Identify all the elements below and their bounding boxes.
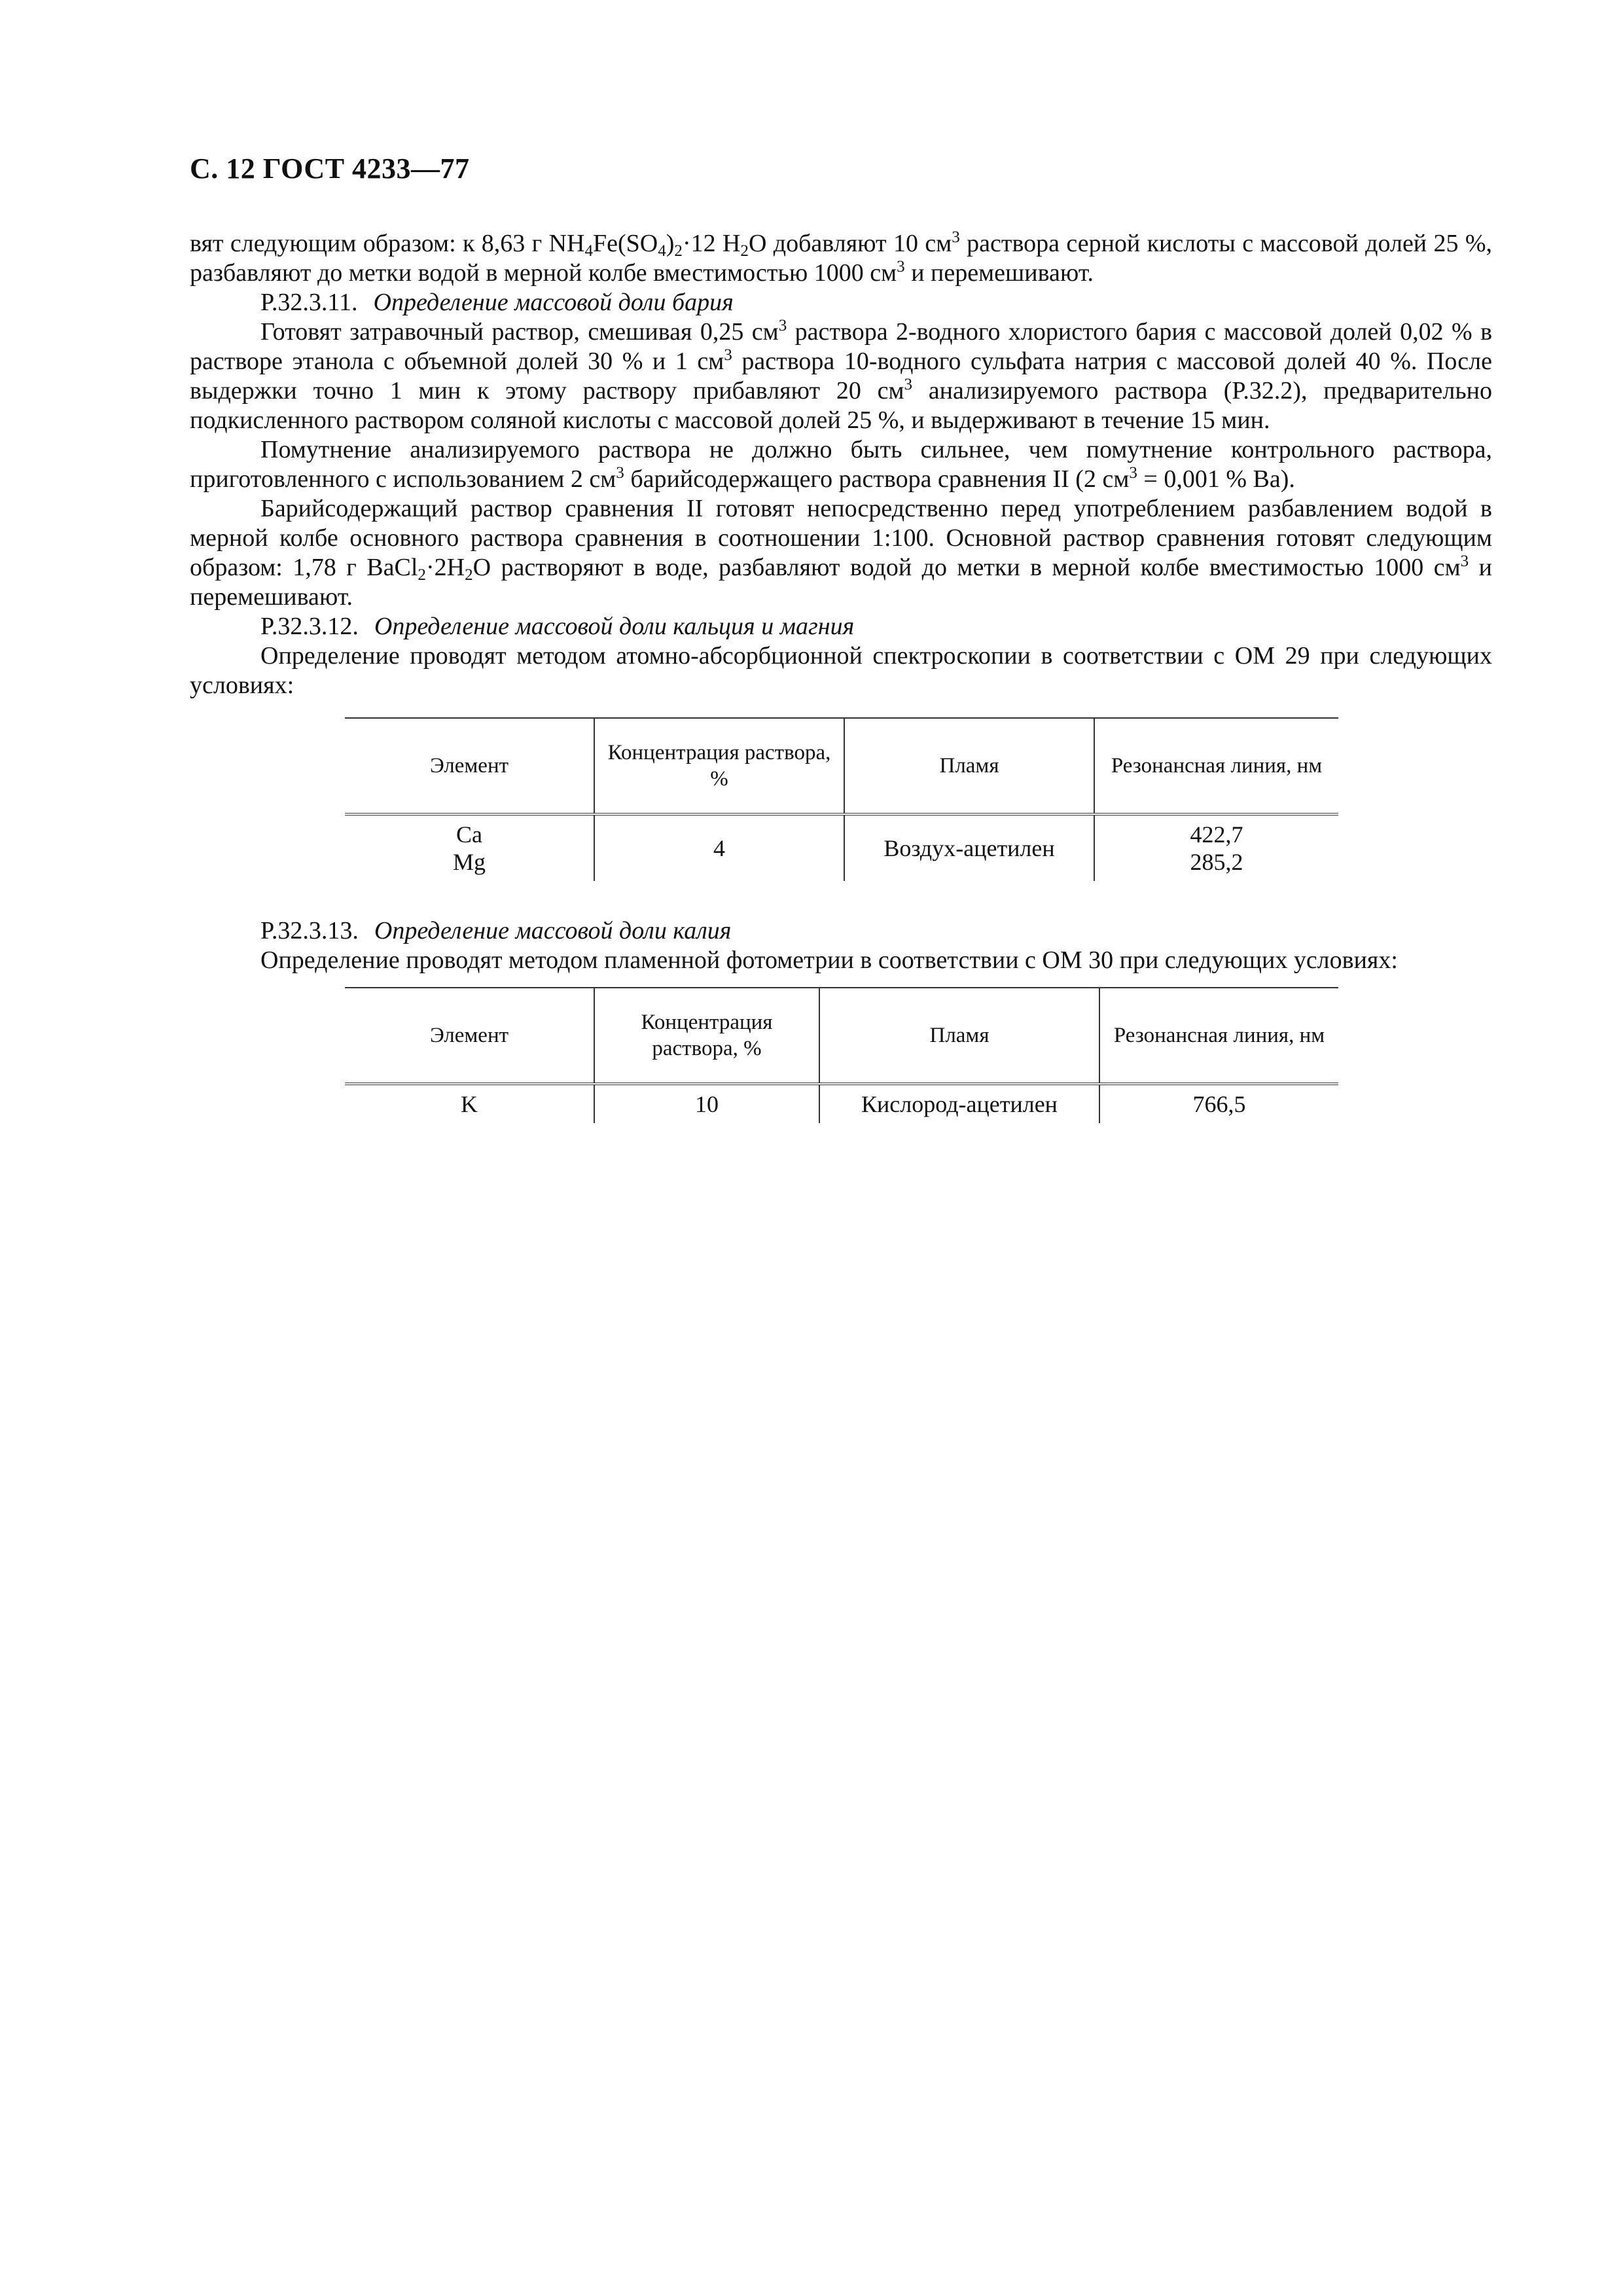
cell-concentration: 4 (594, 814, 844, 881)
cell-element: Ca Mg (345, 814, 594, 881)
header-resonance-line: Резонансная линия, нм (1099, 988, 1338, 1084)
header-flame: Пламя (844, 718, 1094, 814)
paragraph-turbidity: Помутнение анализируемого раствора не должно быть сильнее, чем помутнение контрольного раствора, приготовленного с использованием 2 $см^3$ барийсодержащего раствора сравнения II (2 $см^3 = 0,001$ % Ba). (190, 436, 1492, 493)
header-flame: Пламя (819, 988, 1099, 1084)
cell-concentration: 10 (594, 1084, 819, 1123)
section-title: Определение массовой доли кальция и магния (374, 613, 855, 640)
section-number: P.32.3.12. (260, 613, 359, 640)
section-number: P.32.3.11. (260, 289, 358, 316)
paragraph-reagent-preparation: вят следующим образом: к 8,63 г $NH_4Fe(SO_4)_2\cdot 12$ $H_2O$ добавляют 10 $см^3$ раствора серной кислоты с массовой долей 25 %, разбавляют до метки водой в мерной колбе вместимостью 1000 $см^3$ и перемешивают. (190, 228, 1492, 287)
section-number: P.32.3.13. (260, 917, 359, 944)
section-heading-barium (190, 288, 1492, 317)
cell-resonance-line: 422,7 285,2 (1190, 821, 1243, 875)
cell-element: K (345, 1084, 594, 1123)
table-row (345, 814, 1338, 881)
section-title: Определение массовой доли калия (374, 917, 732, 944)
paragraph-aas-method: Определение проводят методом атомно-абсорбционной спектроскопии в соответствии с ОМ 29 при следующих условиях: (190, 642, 1492, 699)
table-row (345, 1084, 1338, 1123)
table-calcium-magnesium (345, 717, 1338, 881)
cell-flame: Кислород-ацетилен (819, 1084, 1099, 1123)
table-header-row (345, 718, 1338, 814)
cell-resonance-line: 766,5 (1192, 1091, 1246, 1117)
spacer (190, 881, 1492, 916)
document-body (190, 229, 1492, 1123)
section-heading-potassium (190, 916, 1492, 946)
header-concentration: Концентрация раствора, % (594, 718, 844, 814)
paragraph-reference-solution: Барийсодержащий раствор сравнения II готовят непосредственно перед употреблением разбавлением водой в мерной колбе основного раствора сравнения в соотношении 1:100. Основной раствор сравнения готовят следующим образом: 1,78 г $BaCl_2\cdot 2H_2O$ растворяют в воде, разбавляют водой до метки в мерной колбе вместимостью 1000 $см^3$ и перемешивают. (190, 495, 1492, 611)
header-concentration: Концентрация раствора, % (594, 988, 819, 1084)
page-header: С. 12 ГОСТ 4233—77 (190, 152, 470, 185)
cell-flame: Воздух-ацетилен (844, 814, 1094, 881)
paragraph-seed-solution: Готовят затравочный раствор, смешивая 0,25 $см^3$ раствора 2-водного хлористого бария с массовой долей 0,02 % в растворе этанола с объемной долей 30 % и 1 $см^3$ раствора 10-водного сульфата натрия с массовой долей 40 %. После выдержки точно 1 мин к этому раствору прибавляют 20 $см^3$ анализируемого раствора (P.32.2), предварительно подкисленного раствором соляной кислоты с массовой долей 25 %, и выдерживают в течение 15 мин. (190, 317, 1493, 434)
table-header-row (345, 988, 1338, 1084)
section-title: Определение массовой доли бария (373, 289, 734, 316)
header-resonance-line: Резонансная линия, нм (1094, 718, 1338, 814)
section-heading-calcium-magnesium (190, 612, 1492, 641)
table-potassium (345, 987, 1338, 1123)
paragraph-flame-photometry: Определение проводят методом пламенной фотометрии в соответствии с ОМ 30 при следующих условиях: (260, 946, 1398, 974)
header-element: Элемент (345, 988, 594, 1084)
header-element: Элемент (345, 718, 594, 814)
